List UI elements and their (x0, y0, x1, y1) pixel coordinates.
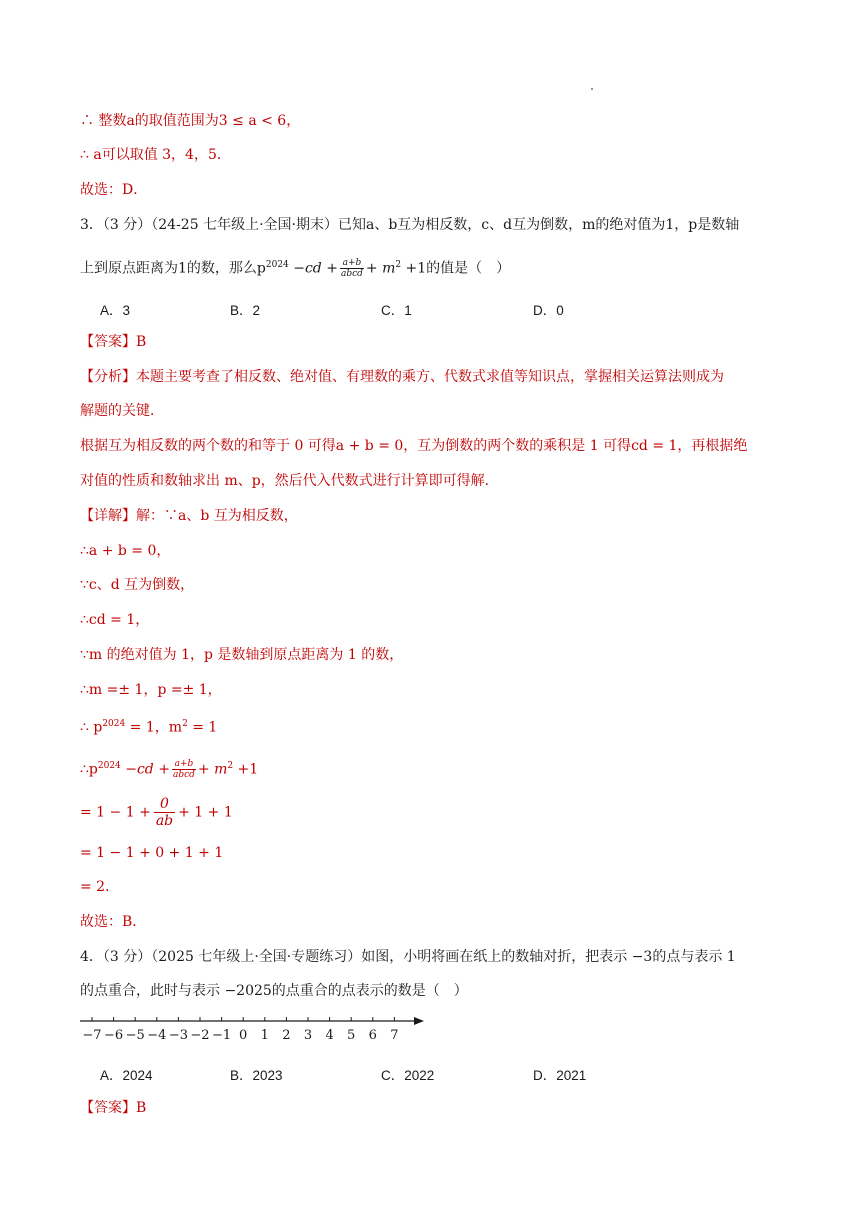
d8-frac-num: a+b (172, 759, 196, 770)
number-line-label: −7 (82, 1028, 102, 1043)
number-line-label: −6 (104, 1028, 124, 1043)
number-line-label: 1 (260, 1028, 269, 1043)
q3-stem-line2 (80, 255, 510, 279)
q3-detail-2: ∴a + b = 0， (80, 543, 171, 559)
q3-text-c: + m (365, 260, 396, 277)
d8-frac-den: abcd (172, 770, 195, 781)
d7-c: = 1 (187, 719, 218, 736)
d9-frac-num: 0 (154, 796, 175, 813)
q4-option-a: A．2024 (100, 1068, 153, 1083)
q3-text-b: −cd + (288, 260, 338, 277)
q3-option-a: A．3 (100, 303, 131, 318)
number-line-label: −4 (147, 1028, 167, 1043)
q3-analysis-3: 根据互为相反数的两个数的和等于 0 可得a + b = 0，互为倒数的两个数的乘积是 1 可得cd = 1，再根据绝 (80, 438, 748, 454)
number-line-label: −1 (212, 1028, 232, 1043)
number-line-label: 6 (368, 1028, 377, 1043)
number-line-label: 5 (347, 1028, 356, 1043)
number-line-label: −5 (125, 1028, 145, 1043)
q3-exp: 2024 (265, 260, 289, 270)
conclusion-range: ∴ 整数a的取值范围为3 ≤ a < 6， (80, 113, 301, 129)
q3-detail-11: = 2． (80, 879, 120, 895)
q3-detail-4: ∴cd = 1， (80, 612, 150, 628)
q3-detail-12: 故选：B． (80, 914, 147, 930)
number-line-figure (78, 1012, 428, 1044)
q3-detail-9 (80, 796, 233, 829)
q3-answer: 【答案】B (80, 334, 147, 350)
q3-sq: 2 (395, 260, 402, 270)
d7-exp: 2024 (102, 719, 126, 729)
q3-option-c: C．1 (381, 303, 412, 318)
q4-stem-line1: 4．（3 分）（2025 七年级上·全国·专题练习）如图，小明将画在纸上的数轴对折，把表示 −3的点与表示 1 (80, 949, 736, 965)
q3-option-d: D．0 (533, 303, 564, 318)
q3-detail-5: ∵m 的绝对值为 1，p 是数轴到原点距离为 1 的数， (80, 647, 404, 663)
q3-fraction (340, 258, 364, 279)
d8-sq: 2 (227, 761, 234, 771)
q3-detail-10: = 1 − 1 + 0 + 1 + 1 (80, 845, 224, 861)
q4-stem-line2: 的点重合，此时与表示 −2025的点重合的点表示的数是（ ） (80, 983, 468, 999)
q3-frac-num: a+b (340, 258, 364, 269)
number-line-label: −3 (168, 1028, 188, 1043)
d8-c: + m (197, 761, 228, 778)
d9-frac-den: ab (155, 813, 174, 829)
number-line-label: −2 (190, 1028, 210, 1043)
q3-option-b: B．2 (230, 303, 261, 318)
q4-option-c: C．2022 (381, 1068, 435, 1083)
d7-sq: 2 (182, 719, 188, 729)
conclusion-values: ∴ a可以取值 3，4，5． (80, 147, 231, 163)
d7-b: = 1，m (125, 719, 183, 736)
q3-text-d: +1的值是（ ） (401, 260, 511, 277)
d9-a: = 1 − 1 + (80, 804, 151, 821)
q3-analysis-1: 【分析】本题主要考查了相反数、绝对值、有理数的乘方、代数式求值等知识点，掌握相关运算法则成为 (80, 369, 724, 385)
d8-b: −cd + (120, 761, 170, 778)
q3-frac-den: abcd (340, 269, 363, 280)
number-line-label: 7 (390, 1028, 399, 1043)
d7-a: ∴ p (80, 719, 103, 736)
d8-d: +1 (233, 761, 259, 778)
number-line-label: 3 (303, 1028, 313, 1043)
number-line-label: 0 (239, 1028, 248, 1043)
d8-a: ∴p (80, 761, 98, 778)
q4-answer: 【答案】B (80, 1100, 147, 1116)
d9-fraction (154, 796, 175, 829)
q3-detail-3: ∵c、d 互为倒数， (80, 577, 195, 593)
q3-detail-7 (80, 714, 217, 738)
number-line-label: 2 (282, 1028, 291, 1043)
q3-detail-6: ∴m =± 1，p =± 1， (80, 682, 222, 698)
q4-option-d: D．2021 (533, 1068, 587, 1083)
q3-analysis-4: 对值的性质和数轴求出 m、p，然后代入代数式进行计算即可得解． (80, 473, 499, 489)
number-line-label: 4 (325, 1028, 334, 1043)
number-line-arrow (414, 1017, 424, 1025)
q3-detail-8 (80, 756, 258, 780)
d8-exp: 2024 (97, 761, 121, 771)
d9-b: + 1 + 1 (178, 804, 233, 821)
choice-q2: 故选：D． (80, 182, 148, 198)
q3-detail-1: 【详解】解：∵a、b 互为相反数， (80, 508, 298, 524)
scan-dot (591, 88, 593, 90)
q4-option-b: B．2023 (230, 1068, 283, 1083)
d8-fraction (172, 759, 196, 780)
q3-text-a: 上到原点距离为1的数，那么p (80, 260, 266, 277)
q3-stem-line1: 3．（3 分）（24-25 七年级上·全国·期末）已知a、b互为相反数，c、d互为倒数，m的绝对值为1，p是数轴 (80, 217, 740, 233)
q3-analysis-2: 解题的关键． (80, 403, 164, 419)
